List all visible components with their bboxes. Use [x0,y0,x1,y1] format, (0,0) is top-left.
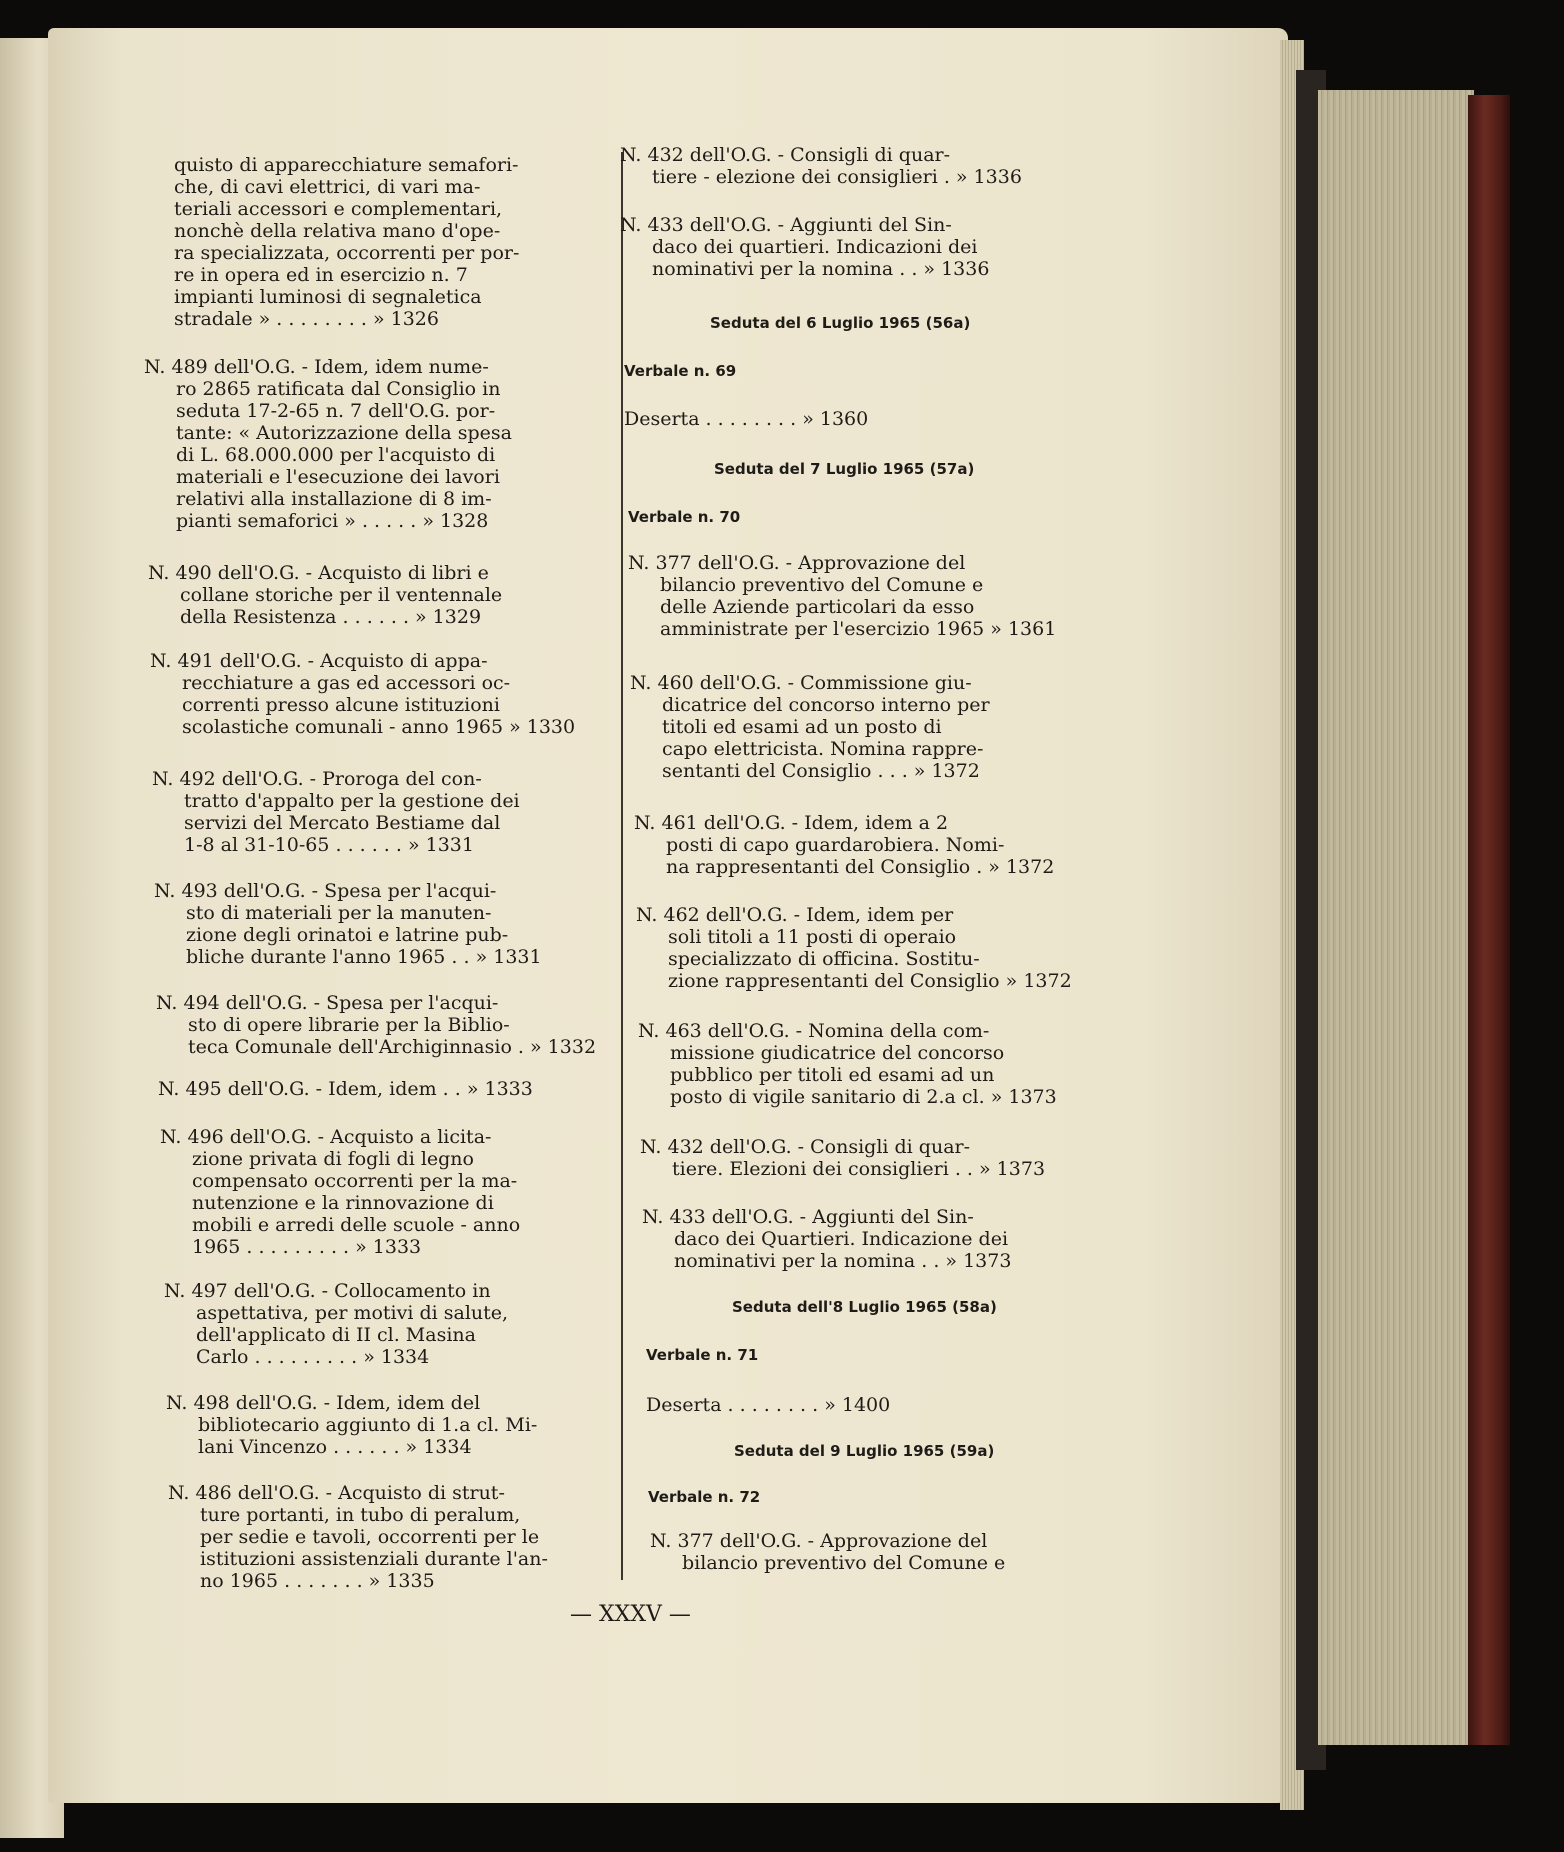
left-line: sto di opere librarie per la Biblio- [188,1014,510,1036]
left-line: pianti semaforici » . . . . . » 1328 [176,510,489,532]
left-line: correnti presso alcune istituzioni [182,694,500,716]
left-line: N. 496 dell'O.G. - Acquisto a licita- [160,1126,492,1148]
right-line: tiere. Elezioni dei consiglieri . . » 1373 [672,1158,1046,1180]
left-line: istituzioni assistenziali durante l'an- [200,1548,548,1570]
left-line: che, di cavi elettrici, di vari ma- [174,176,481,198]
left-line: compensato occorrenti per la ma- [192,1170,518,1192]
minutes-label: Verbale n. 71 [646,1346,759,1364]
right-line: Deserta . . . . . . . . » 1360 [624,408,869,430]
right-line: sentanti del Consiglio . . . » 1372 [662,760,980,782]
left-line: dell'applicato di II cl. Masina [196,1324,476,1346]
left-line: stradale » . . . . . . . . » 1326 [174,308,439,330]
right-line: soli titoli a 11 posti di operaio [668,926,957,948]
text-block-edges [1318,90,1474,1745]
left-line: N. 486 dell'O.G. - Acquisto di strut- [168,1482,505,1504]
left-line: N. 495 dell'O.G. - Idem, idem . . » 1333 [158,1078,533,1100]
right-line: daco dei quartieri. Indicazioni dei [652,236,978,258]
right-line: N. 463 dell'O.G. - Nomina della com- [638,1020,990,1042]
minutes-label: Verbale n. 70 [628,508,741,526]
left-line: N. 491 dell'O.G. - Acquisto di appa- [150,650,488,672]
right-line: daco dei Quartieri. Indicazione dei [674,1228,1009,1250]
left-line: servizi del Mercato Bestiame dal [184,812,501,834]
left-line: tratto d'appalto per la gestione dei [184,790,520,812]
minutes-label: Verbale n. 69 [624,362,737,380]
left-line: sto di materiali per la manuten- [186,902,492,924]
right-line: N. 433 dell'O.G. - Aggiunti del Sin- [642,1206,974,1228]
left-line: impianti luminosi di segnaletica [174,286,482,308]
right-line: specializzato di officina. Sostitu- [668,948,980,970]
left-line: nutenzione e la rinnovazione di [192,1192,494,1214]
right-line: pubblico per titoli ed esami ad un [670,1064,995,1086]
right-line: capo elettricista. Nomina rappre- [662,738,984,760]
right-line: delle Aziende particolari da esso [660,596,975,618]
left-line: materiali e l'esecuzione dei lavori [176,466,500,488]
left-line: 1965 . . . . . . . . . » 1333 [192,1236,422,1258]
right-line: nominativi per la nomina . . » 1336 [652,258,990,280]
left-line: ro 2865 ratificata dal Consiglio in [176,378,501,400]
column-divider [621,152,623,1580]
left-line: tante: « Autorizzazione della spesa [176,422,512,444]
right-line: N. 377 dell'O.G. - Approvazione del [650,1530,988,1552]
left-line: quisto di apparecchiature semafori- [174,154,519,176]
right-line: titoli ed esami ad un posto di [662,716,942,738]
left-line: Carlo . . . . . . . . . » 1334 [196,1346,430,1368]
left-line: di L. 68.000.000 per l'acquisto di [176,444,496,466]
left-line: per sedie e tavoli, occorrenti per le [200,1526,540,1548]
minutes-label: Verbale n. 72 [648,1488,761,1506]
book-cover [1468,95,1510,1745]
right-line: Deserta . . . . . . . . » 1400 [646,1394,891,1416]
left-line: nonchè della relativa mano d'ope- [174,220,501,242]
right-line: amministrate per l'esercizio 1965 » 1361 [660,618,1057,640]
left-line: teca Comunale dell'Archiginnasio . » 1332 [188,1036,597,1058]
page-number: — XXXV — [570,1602,691,1627]
left-line: lani Vincenzo . . . . . . » 1334 [198,1436,472,1458]
left-line: zione degli orinatoi e latrine pub- [186,924,509,946]
right-line: bilancio preventivo del Comune e [660,574,984,596]
left-line: seduta 17-2-65 n. 7 dell'O.G. por- [176,400,496,422]
right-line: tiere - elezione dei consiglieri . » 1336 [652,166,1022,188]
right-line: posti di capo guardarobiera. Nomi- [666,834,1005,856]
right-line: missione giudicatrice del concorso [670,1042,1005,1064]
left-line: teriali accessori e complementari, [174,198,503,220]
right-line: N. 462 dell'O.G. - Idem, idem per [636,904,954,926]
left-line: ra specializzata, occorrenti per por- [174,242,520,264]
right-line: N. 377 dell'O.G. - Approvazione del [628,552,966,574]
left-line: N. 493 dell'O.G. - Spesa per l'acqui- [154,880,497,902]
left-line: della Resistenza . . . . . . » 1329 [180,606,482,628]
left-line: N. 498 dell'O.G. - Idem, idem del [166,1392,481,1414]
left-line: ture portanti, in tubo di peralum, [200,1504,521,1526]
left-line: aspettativa, per motivi di salute, [196,1302,509,1324]
right-line: N. 433 dell'O.G. - Aggiunti del Sin- [620,214,952,236]
left-line: mobili e arredi delle scuole - anno [192,1214,521,1236]
right-line: N. 432 dell'O.G. - Consigli di quar- [640,1136,971,1158]
right-line: N. 432 dell'O.G. - Consigli di quar- [620,144,951,166]
left-line: N. 492 dell'O.G. - Proroga del con- [152,768,482,790]
section-heading: Seduta del 6 Luglio 1965 (56a) [710,314,971,332]
right-line: na rappresentanti del Consiglio . » 1372 [666,856,1055,878]
left-line: 1-8 al 31-10-65 . . . . . . » 1331 [184,834,474,856]
left-line: collane storiche per il ventennale [180,584,503,606]
right-line: N. 460 dell'O.G. - Commissione giu- [630,672,972,694]
left-line: N. 497 dell'O.G. - Collocamento in [164,1280,491,1302]
left-line: bliche durante l'anno 1965 . . » 1331 [186,946,542,968]
left-line: N. 489 dell'O.G. - Idem, idem nume- [144,356,489,378]
left-line: re in opera ed in esercizio n. 7 [174,264,468,286]
left-line: relativi alla installazione di 8 im- [176,488,492,510]
right-line: posto di vigile sanitario di 2.a cl. » 1373 [670,1086,1057,1108]
left-line: N. 490 dell'O.G. - Acquisto di libri e [148,562,489,584]
section-heading: Seduta del 7 Luglio 1965 (57a) [714,460,975,478]
right-line: bilancio preventivo del Comune e [682,1552,1006,1574]
left-line: bibliotecario aggiunto di 1.a cl. Mi- [198,1414,538,1436]
right-line: zione rappresentanti del Consiglio » 1372 [668,970,1072,992]
left-line: no 1965 . . . . . . . » 1335 [200,1570,435,1592]
left-line: zione privata di fogli di legno [192,1148,474,1170]
right-line: dicatrice del concorso interno per [662,694,990,716]
section-heading: Seduta dell'8 Luglio 1965 (58a) [732,1298,997,1316]
section-heading: Seduta del 9 Luglio 1965 (59a) [734,1442,995,1460]
left-line: scolastiche comunali - anno 1965 » 1330 [182,716,576,738]
left-line: N. 494 dell'O.G. - Spesa per l'acqui- [156,992,499,1014]
right-line: N. 461 dell'O.G. - Idem, idem a 2 [634,812,949,834]
left-line: recchiature a gas ed accessori oc- [182,672,511,694]
right-line: nominativi per la nomina . . » 1373 [674,1250,1012,1272]
